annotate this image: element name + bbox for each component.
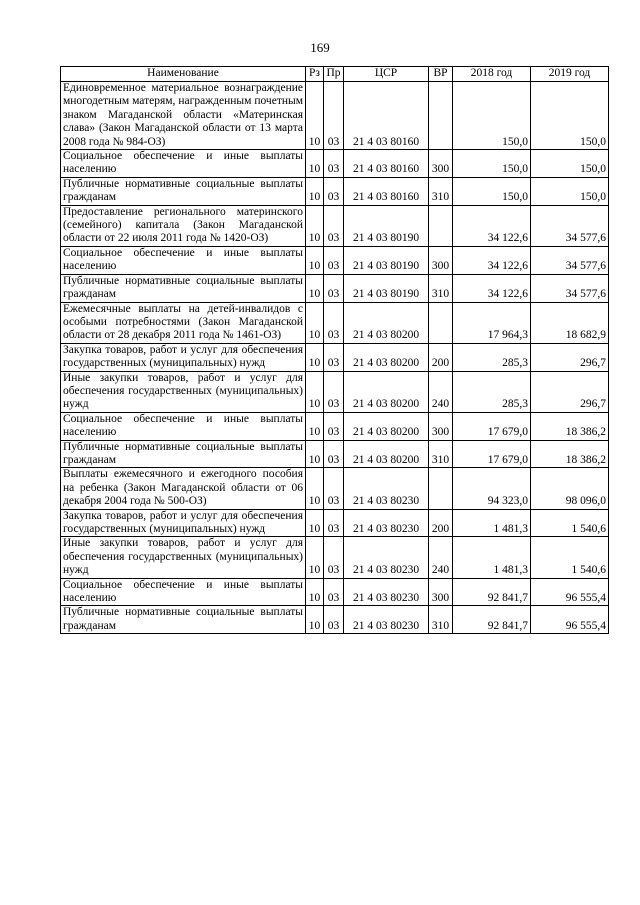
table-row [61,578,609,606]
table-header-row [61,67,609,82]
cell-2018: 94 323,0 [453,468,531,509]
cell-rz: 10 [306,440,324,468]
table-row [61,82,609,150]
table-row [61,440,609,468]
cell-pr: 03 [324,509,344,537]
cell-csr: 21 4 03 80230 [344,509,429,537]
cell-2019: 98 096,0 [531,468,609,509]
cell-rz: 10 [306,412,324,440]
cell-pr: 03 [324,274,344,302]
cell-csr: 21 4 03 80190 [344,274,429,302]
cell-vr: 200 [429,509,453,537]
cell-2019: 34 577,6 [531,246,609,274]
cell-2018: 92 841,7 [453,578,531,606]
cell-2018: 34 122,6 [453,246,531,274]
cell-rz: 10 [306,578,324,606]
cell-pr: 03 [324,440,344,468]
cell-csr: 21 4 03 80230 [344,537,429,578]
cell-pr: 03 [324,205,344,246]
table-row [61,537,609,578]
cell-2019: 96 555,4 [531,606,609,634]
cell-2018: 17 679,0 [453,412,531,440]
header-csr: ЦСР [344,67,429,82]
cell-rz: 10 [306,468,324,509]
cell-2018: 1 481,3 [453,537,531,578]
cell-2018: 1 481,3 [453,509,531,537]
budget-table [60,66,609,634]
cell-rz: 10 [306,606,324,634]
cell-2019: 150,0 [531,177,609,205]
cell-2018: 285,3 [453,371,531,412]
cell-vr [429,82,453,150]
cell-2018: 150,0 [453,150,531,178]
cell-2018: 150,0 [453,82,531,150]
cell-name: Публичные нормативные социальные выплаты гражданам [61,606,306,634]
cell-name: Ежемесячные выплаты на детей-инвалидов с особыми потребностями (Закон Магаданской области от 28 декабря 2011 года № 1461-ОЗ) [61,302,306,343]
cell-name: Публичные нормативные социальные выплаты гражданам [61,177,306,205]
cell-vr: 310 [429,274,453,302]
cell-pr: 03 [324,371,344,412]
cell-csr: 21 4 03 80200 [344,302,429,343]
table-row [61,468,609,509]
table-row [61,274,609,302]
cell-rz: 10 [306,343,324,371]
cell-csr: 21 4 03 80200 [344,371,429,412]
cell-csr: 21 4 03 80200 [344,343,429,371]
cell-2019: 34 577,6 [531,274,609,302]
cell-vr [429,205,453,246]
cell-rz: 10 [306,537,324,578]
cell-rz: 10 [306,509,324,537]
cell-name: Социальное обеспечение и иные выплаты населению [61,578,306,606]
cell-rz: 10 [306,302,324,343]
cell-name: Закупка товаров, работ и услуг для обеспечения государственных (муниципальных) нужд [61,509,306,537]
cell-pr: 03 [324,246,344,274]
cell-name: Социальное обеспечение и иные выплаты населению [61,246,306,274]
cell-2019: 296,7 [531,343,609,371]
header-2018: 2018 год [453,67,531,82]
cell-csr: 21 4 03 80200 [344,440,429,468]
cell-pr: 03 [324,302,344,343]
cell-2019: 34 577,6 [531,205,609,246]
cell-vr: 300 [429,412,453,440]
header-vr: ВР [429,67,453,82]
cell-2019: 1 540,6 [531,537,609,578]
cell-rz: 10 [306,371,324,412]
table-row [61,150,609,178]
cell-vr: 300 [429,150,453,178]
cell-pr: 03 [324,343,344,371]
table-row [61,509,609,537]
cell-2019: 150,0 [531,82,609,150]
cell-name: Иные закупки товаров, работ и услуг для обеспечения государственных (муниципальных) нужд [61,537,306,578]
cell-2019: 150,0 [531,150,609,178]
cell-csr: 21 4 03 80200 [344,412,429,440]
cell-rz: 10 [306,150,324,178]
table-row [61,177,609,205]
cell-2018: 285,3 [453,343,531,371]
header-2019: 2019 год [531,67,609,82]
cell-vr: 240 [429,371,453,412]
header-rz: Рз [306,67,324,82]
cell-rz: 10 [306,246,324,274]
cell-name: Публичные нормативные социальные выплаты гражданам [61,274,306,302]
cell-2019: 1 540,6 [531,509,609,537]
cell-csr: 21 4 03 80190 [344,205,429,246]
cell-csr: 21 4 03 80230 [344,578,429,606]
page-number: 169 [310,40,330,55]
cell-vr: 300 [429,578,453,606]
cell-2019: 296,7 [531,371,609,412]
table-row [61,371,609,412]
cell-name: Выплаты ежемесячного и ежегодного пособия на ребенка (Закон Магаданской области от 06 декабря 2004 года № 500-ОЗ) [61,468,306,509]
cell-vr: 300 [429,246,453,274]
cell-rz: 10 [306,274,324,302]
cell-csr: 21 4 03 80160 [344,82,429,150]
cell-pr: 03 [324,82,344,150]
table-row [61,205,609,246]
header-pr: Пр [324,67,344,82]
cell-pr: 03 [324,150,344,178]
cell-pr: 03 [324,606,344,634]
cell-pr: 03 [324,412,344,440]
cell-2019: 96 555,4 [531,578,609,606]
cell-2019: 18 386,2 [531,440,609,468]
table-row [61,606,609,634]
cell-rz: 10 [306,205,324,246]
cell-csr: 21 4 03 80160 [344,150,429,178]
cell-name: Социальное обеспечение и иные выплаты населению [61,412,306,440]
cell-vr: 200 [429,343,453,371]
cell-vr: 310 [429,606,453,634]
cell-2018: 150,0 [453,177,531,205]
cell-csr: 21 4 03 80190 [344,246,429,274]
cell-name: Публичные нормативные социальные выплаты гражданам [61,440,306,468]
cell-csr: 21 4 03 80160 [344,177,429,205]
cell-2018: 34 122,6 [453,274,531,302]
cell-vr [429,302,453,343]
cell-2018: 34 122,6 [453,205,531,246]
table-row [61,412,609,440]
cell-2019: 18 386,2 [531,412,609,440]
cell-pr: 03 [324,177,344,205]
cell-name: Иные закупки товаров, работ и услуг для обеспечения государственных (муниципальных) нужд [61,371,306,412]
header-name: Наименование [61,67,306,82]
cell-name: Социальное обеспечение и иные выплаты населению [61,150,306,178]
cell-2018: 92 841,7 [453,606,531,634]
cell-2018: 17 679,0 [453,440,531,468]
table-row [61,246,609,274]
cell-vr: 310 [429,177,453,205]
cell-pr: 03 [324,468,344,509]
cell-2019: 18 682,9 [531,302,609,343]
cell-pr: 03 [324,537,344,578]
cell-name: Предоставление регионального материнского (семейного) капитала (Закон Магаданской области от 22 июля 2011 года № 1420-ОЗ) [61,205,306,246]
table-row [61,302,609,343]
cell-csr: 21 4 03 80230 [344,468,429,509]
cell-vr: 310 [429,440,453,468]
cell-vr: 240 [429,537,453,578]
cell-name: Единовременное материальное вознаграждение многодетным матерям, награжденным почетным знаком Магаданской области «Материнская слава» (Закон Магаданской области от 13 марта 2008 года № 984-ОЗ) [61,82,306,150]
cell-pr: 03 [324,578,344,606]
cell-name: Закупка товаров, работ и услуг для обеспечения государственных (муниципальных) нужд [61,343,306,371]
cell-2018: 17 964,3 [453,302,531,343]
table-row [61,343,609,371]
cell-rz: 10 [306,177,324,205]
cell-rz: 10 [306,82,324,150]
cell-vr [429,468,453,509]
cell-csr: 21 4 03 80230 [344,606,429,634]
table-body [61,82,609,634]
